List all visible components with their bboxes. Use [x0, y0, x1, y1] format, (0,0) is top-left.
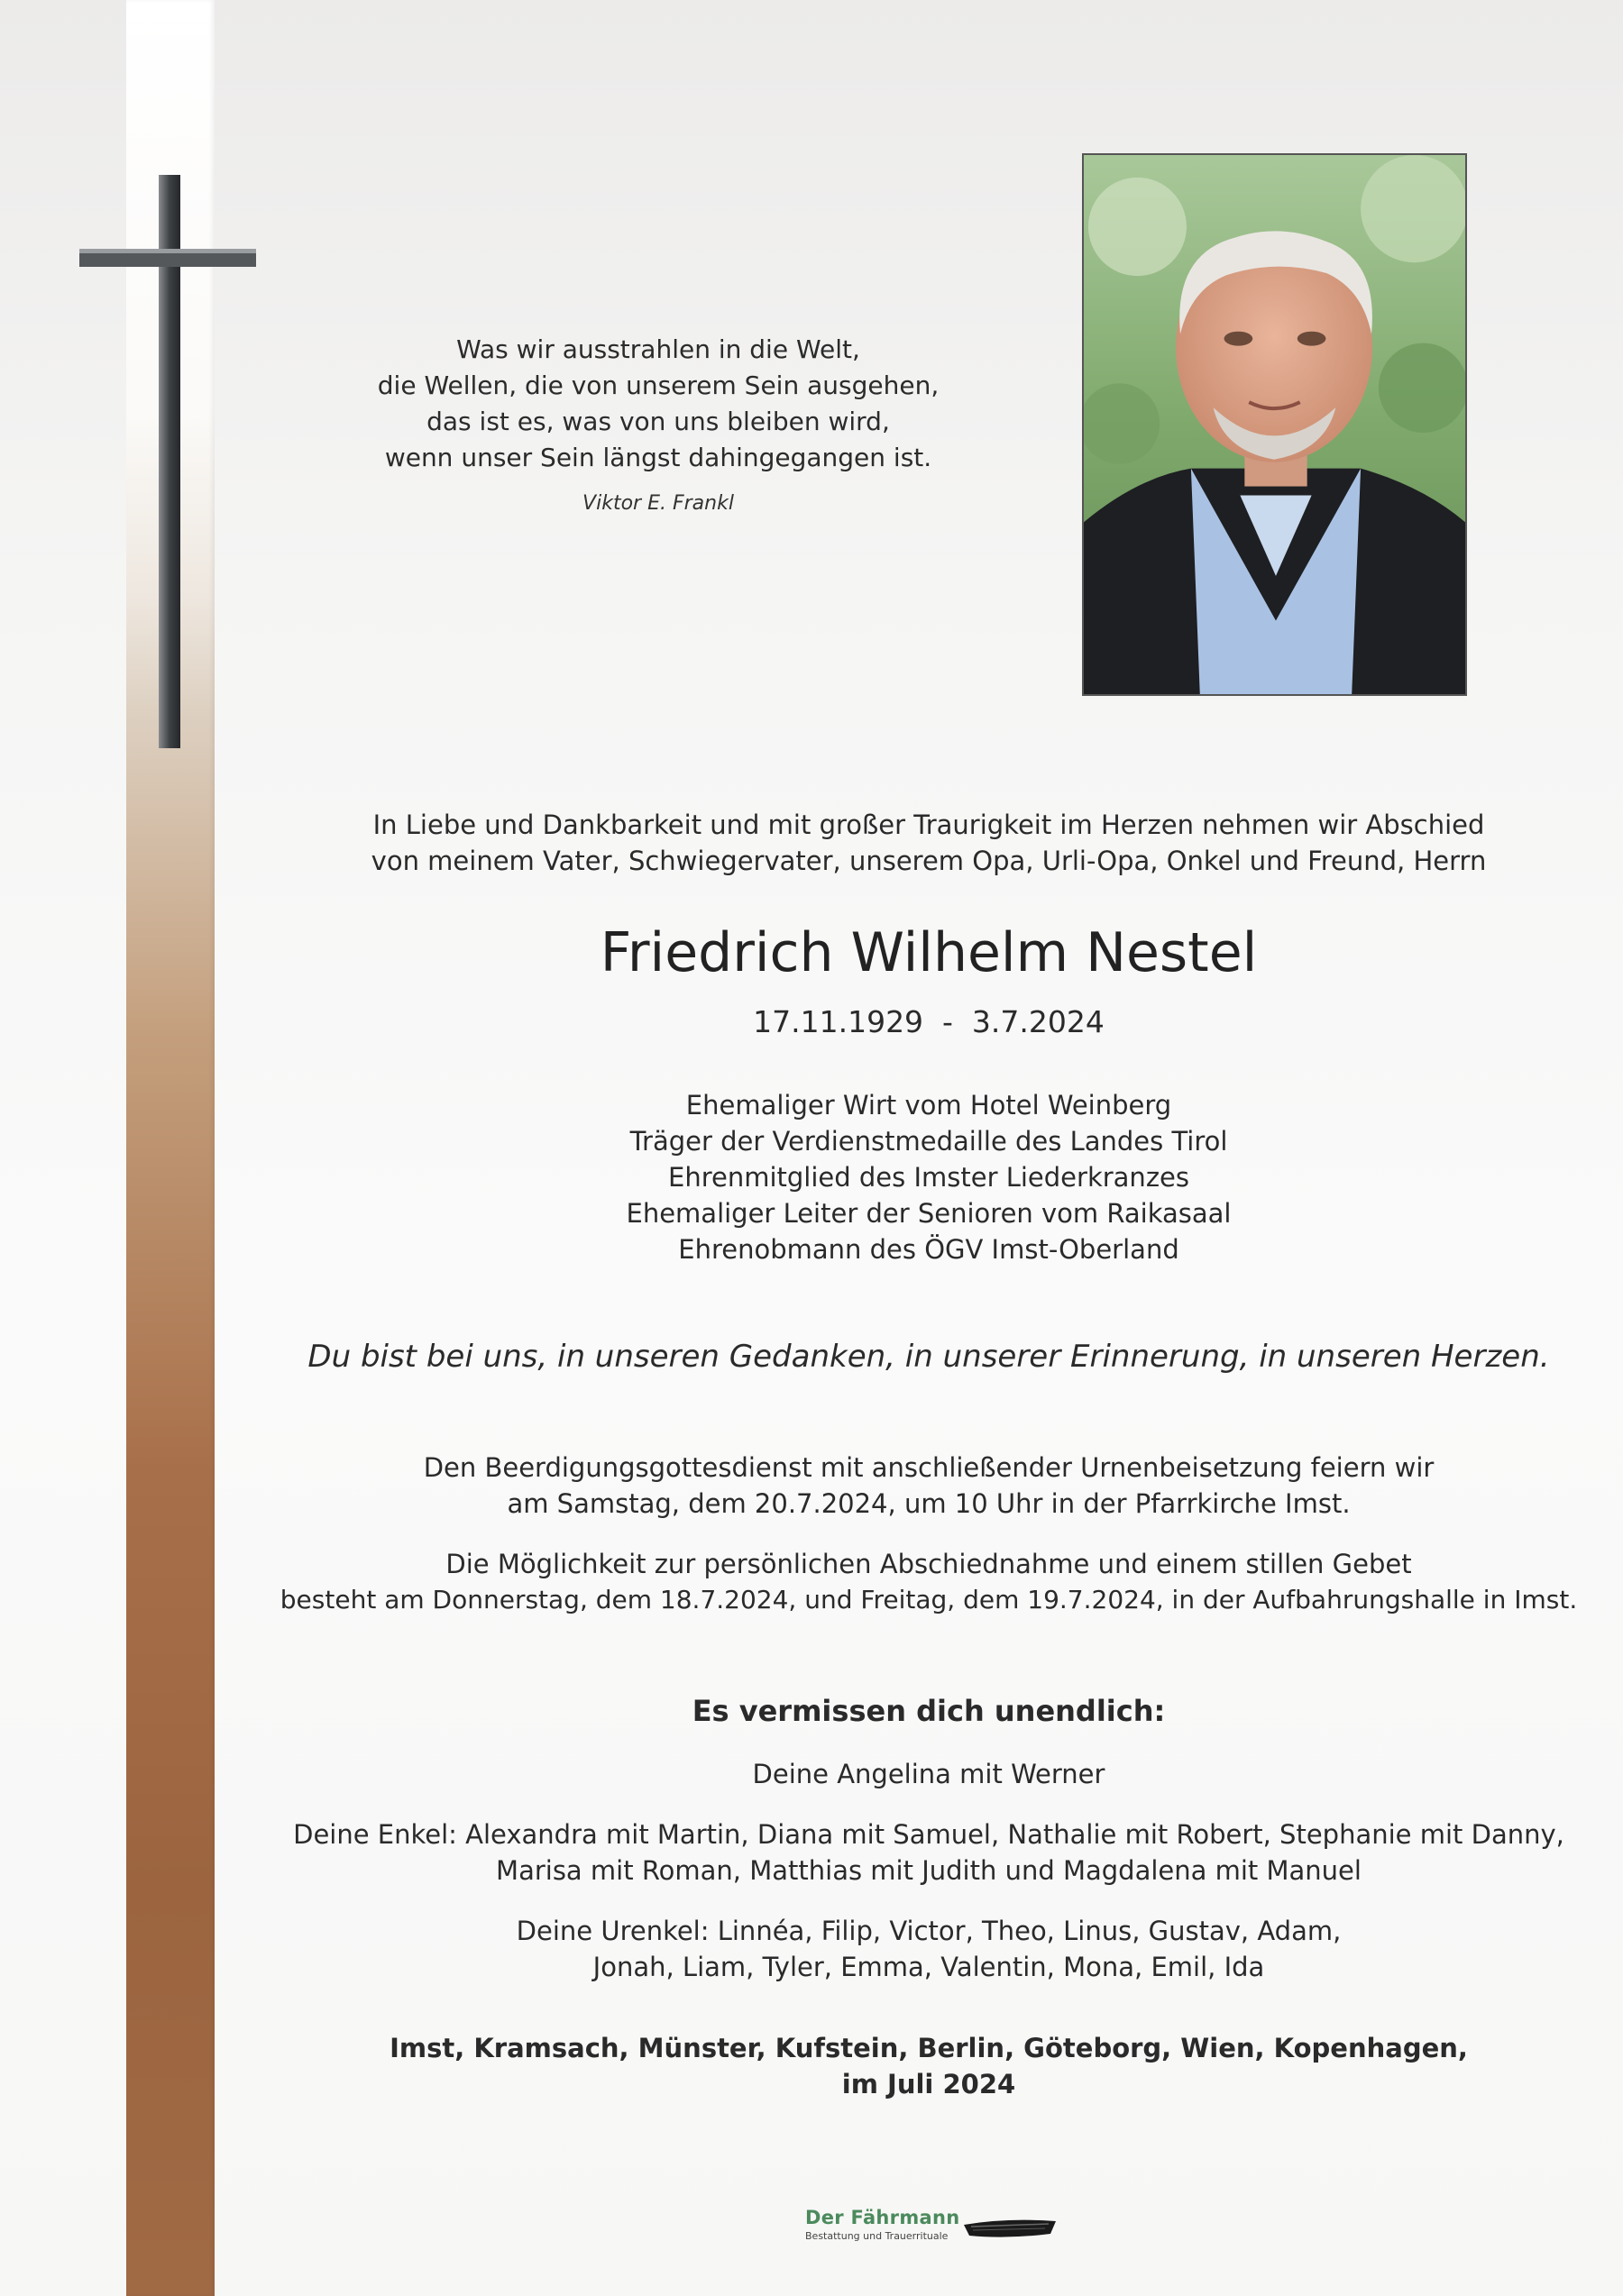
great-grandchildren-line: Deine Urenkel: Linnéa, Filip, Victor, Theo, Linus, Gustav, Adam, [516, 1916, 1342, 1946]
quote [334, 332, 983, 515]
honor-item: Träger der Verdienstmedaille des Landes Tirol [629, 1126, 1228, 1157]
cross-icon [79, 175, 256, 748]
honor-item: Ehemaliger Leiter der Senioren vom Raikasaal [626, 1198, 1232, 1229]
honors-list [270, 1087, 1587, 1267]
mourner-great-grandchildren [270, 1913, 1587, 1985]
viewing-info [270, 1546, 1587, 1618]
great-grandchildren-line: Jonah, Liam, Tyler, Emma, Valentin, Mona, Emil, Ida [592, 1952, 1265, 1982]
life-dates: 17.11.1929 - 3.7.2024 [753, 1004, 1105, 1039]
quote-line: Was wir ausstrahlen in die Welt, [456, 334, 860, 364]
funeral-info [270, 1450, 1587, 1522]
quote-line: das ist es, was von uns bleiben wird, [426, 407, 890, 436]
grandchildren-line: Deine Enkel: Alexandra mit Martin, Diana mit Samuel, Nathalie mit Robert, Stephanie mit Danny, [293, 1819, 1564, 1850]
intro-line: von meinem Vater, Schwiegervater, unserem Opa, Urli-Opa, Onkel und Freund, Herrn [371, 846, 1487, 876]
memorial-motto: Du bist bei uns, in unseren Gedanken, in unserer Erinnerung, in unseren Herzen. [307, 1339, 1550, 1375]
boat-icon [962, 2212, 1058, 2243]
places-line: Imst, Kramsach, Münster, Kufstein, Berlin, Göteborg, Wien, Kopenhagen, [390, 2033, 1468, 2063]
deceased-name: Friedrich Wilhelm Nestel [600, 921, 1258, 984]
funeral-home-logo [805, 2207, 1067, 2245]
intro-text [270, 807, 1587, 879]
honor-item: Ehrenobmann des ÖGV Imst-Oberland [678, 1234, 1179, 1265]
honor-item: Ehemaliger Wirt vom Hotel Weinberg [685, 1090, 1172, 1121]
viewing-line: besteht am Donnerstag, dem 18.7.2024, und Freitag, dem 19.7.2024, in der Aufbahrungshalle in Imst. [280, 1585, 1578, 1615]
places-and-date [270, 2030, 1587, 2102]
honor-item: Ehrenmitglied des Imster Liederkranzes [668, 1162, 1189, 1193]
quote-line: wenn unser Sein längst dahingegangen ist. [384, 443, 932, 472]
viewing-line: Die Möglichkeit zur persönlichen Abschiednahme und einem stillen Gebet [445, 1549, 1412, 1579]
mourners-heading: Es vermissen dich unendlich: [692, 1694, 1166, 1728]
quote-author: Viktor E. Frankl [582, 492, 734, 515]
logo-tagline: Bestattung und Trauerrituale [805, 2230, 949, 2242]
places-line: im Juli 2024 [841, 2069, 1016, 2099]
mourner-daughter: Deine Angelina mit Werner [752, 1759, 1105, 1789]
portrait-photo [1082, 153, 1467, 696]
quote-line: die Wellen, die von unserem Sein ausgehen, [377, 370, 940, 400]
logo-name: Der Fährmann [805, 2207, 960, 2228]
intro-line: In Liebe und Dankbarkeit und mit großer Traurigkeit im Herzen nehmen wir Abschied [372, 810, 1485, 840]
grandchildren-line: Marisa mit Roman, Matthias mit Judith und Magdalena mit Manuel [496, 1855, 1362, 1886]
mourner-grandchildren [270, 1816, 1587, 1889]
funeral-line: am Samstag, dem 20.7.2024, um 10 Uhr in der Pfarrkirche Imst. [507, 1488, 1351, 1519]
funeral-line: Den Beerdigungsgottesdienst mit anschließender Urnenbeisetzung feiern wir [423, 1452, 1435, 1483]
